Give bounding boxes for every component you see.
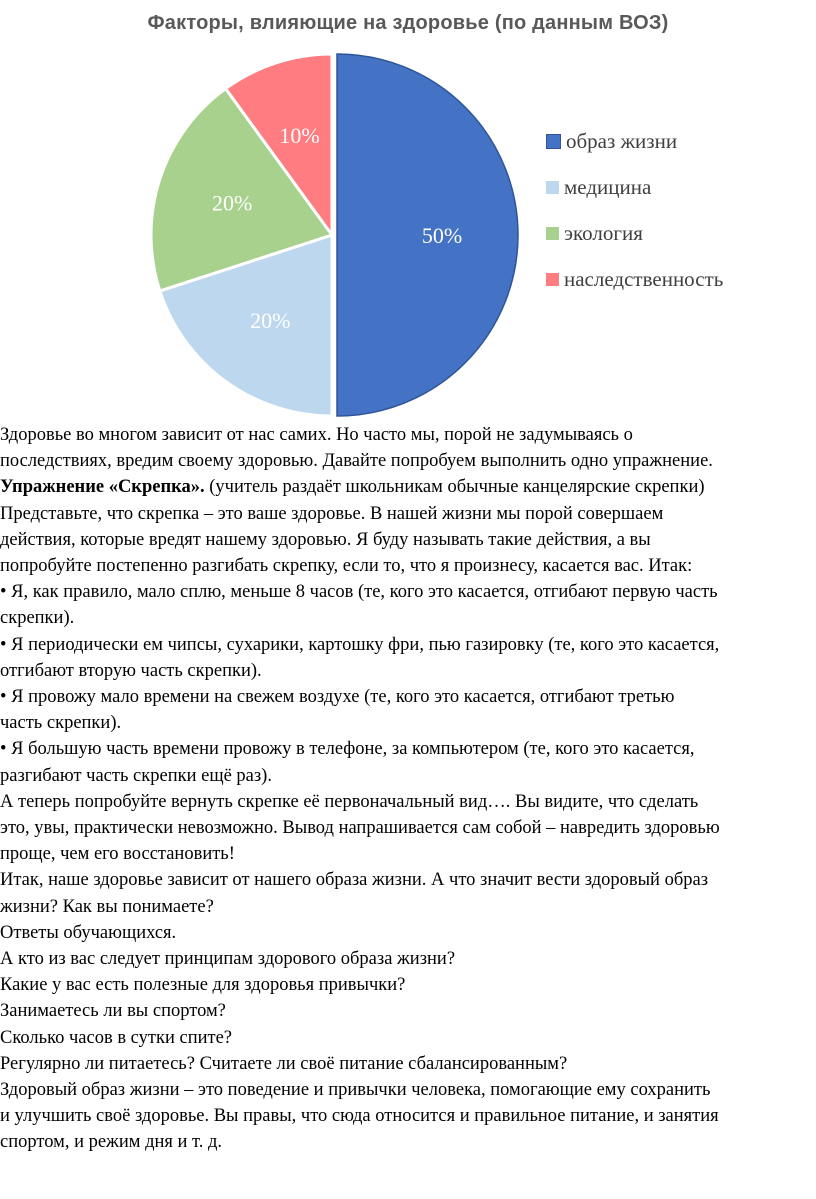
- text-line: отгибают вторую часть скрепки).: [0, 660, 262, 681]
- text-line: Здоровье во многом зависит от нас самих. Но часто мы, порой не задумываясь о: [0, 425, 633, 445]
- exercise-title: Упражнение «Скрепка».: [0, 477, 205, 498]
- text-line: спортом, и режим дня и т. д.: [0, 1132, 223, 1153]
- chart-legend: [546, 118, 723, 302]
- legend-label: экология: [564, 220, 643, 245]
- bullet-line: • Я провожу мало времени на свежем воздухе (те, кого это касается, отгибают третью: [0, 687, 675, 708]
- slice-data-label: 10%: [279, 123, 320, 149]
- text-line: часть скрепки).: [0, 713, 122, 734]
- legend-swatch: [546, 181, 559, 194]
- text-line: Здоровый образ жизни – это поведение и привычки человека, помогающие ему сохранить: [0, 1080, 711, 1101]
- legend-item: [546, 118, 723, 164]
- bullet-line: • Я, как правило, мало сплю, меньше 8 часов (те, кого это касается, отгибают первую часть: [0, 582, 718, 603]
- legend-item: [546, 256, 723, 302]
- text-line: Представьте, что скрепка – это ваше здоровье. В нашей жизни мы порой совершаем: [0, 503, 664, 524]
- legend-label: образ жизни: [566, 128, 678, 153]
- text-line: проще, чем его восстановить!: [0, 844, 235, 865]
- legend-swatch: [546, 227, 559, 240]
- legend-swatch: [546, 273, 559, 286]
- legend-item: [546, 164, 723, 210]
- exercise-heading-line: [0, 474, 816, 500]
- question-line: Какие у вас есть полезные для здоровья привычки?: [0, 975, 406, 996]
- bullet-line: • Я большую часть времени провожу в телефоне, за компьютером (те, кого это касается,: [0, 739, 695, 760]
- text-line: Итак, наше здоровье зависит от нашего образа жизни. А что значит вести здоровый образ: [0, 870, 709, 891]
- text-line: разгибают часть скрепки ещё раз).: [0, 765, 272, 786]
- slice-data-label: 20%: [211, 190, 253, 216]
- text-line: и улучшить своё здоровье. Вы правы, что сюда относится и правильное питание, и занятия: [0, 1106, 719, 1127]
- question-line: Занимаетесь ли вы спортом?: [0, 1001, 226, 1022]
- question-line: Сколько часов в сутки спите?: [0, 1027, 233, 1048]
- question-line: А кто из вас следует принципам здорового образа жизни?: [0, 949, 456, 970]
- legend-label: медицина: [564, 174, 652, 199]
- legend-item: [546, 210, 723, 256]
- text-line: жизни? Как вы понимаете?: [0, 896, 214, 917]
- slice-data-label: 50%: [421, 223, 463, 248]
- text-line: скрепки).: [0, 608, 75, 629]
- bullet-line: • Я периодически ем чипсы, сухарики, картошку фри, пью газировку (те, кого это касается,: [0, 634, 720, 655]
- question-line: Регулярно ли питаетесь? Считаете ли своё питание сбалансированным?: [0, 1053, 568, 1074]
- exercise-note: (учитель раздаёт школьникам обычные канцелярские скрепки): [204, 477, 705, 498]
- document-body: [0, 422, 816, 1156]
- legend-swatch: [546, 134, 561, 149]
- text-line: Ответы обучающихся.: [0, 922, 177, 943]
- chart-title: Факторы, влияющие на здоровье (по данным ВОЗ): [147, 12, 669, 34]
- text-line: действия, которые вредят нашему здоровью. Я буду называть такие действия, а вы: [0, 529, 651, 550]
- pie-chart: [0, 0, 816, 420]
- slice-data-label: 20%: [250, 307, 291, 333]
- text-line: попробуйте постепенно разгибать скрепку, если то, что я произнесу, касается вас. Итак:: [0, 556, 693, 577]
- text-line: А теперь попробуйте вернуть скрепке её первоначальный вид…. Вы видите, что сделать: [0, 791, 699, 812]
- text-line: это, увы, практически невозможно. Вывод напрашивается сам собой – навредить здоровью: [0, 818, 720, 839]
- legend-label: наследственность: [564, 266, 724, 291]
- text-line: последствиях, вредим своему здоровью. Давайте попробуем выполнить одно упражнение.: [0, 451, 713, 472]
